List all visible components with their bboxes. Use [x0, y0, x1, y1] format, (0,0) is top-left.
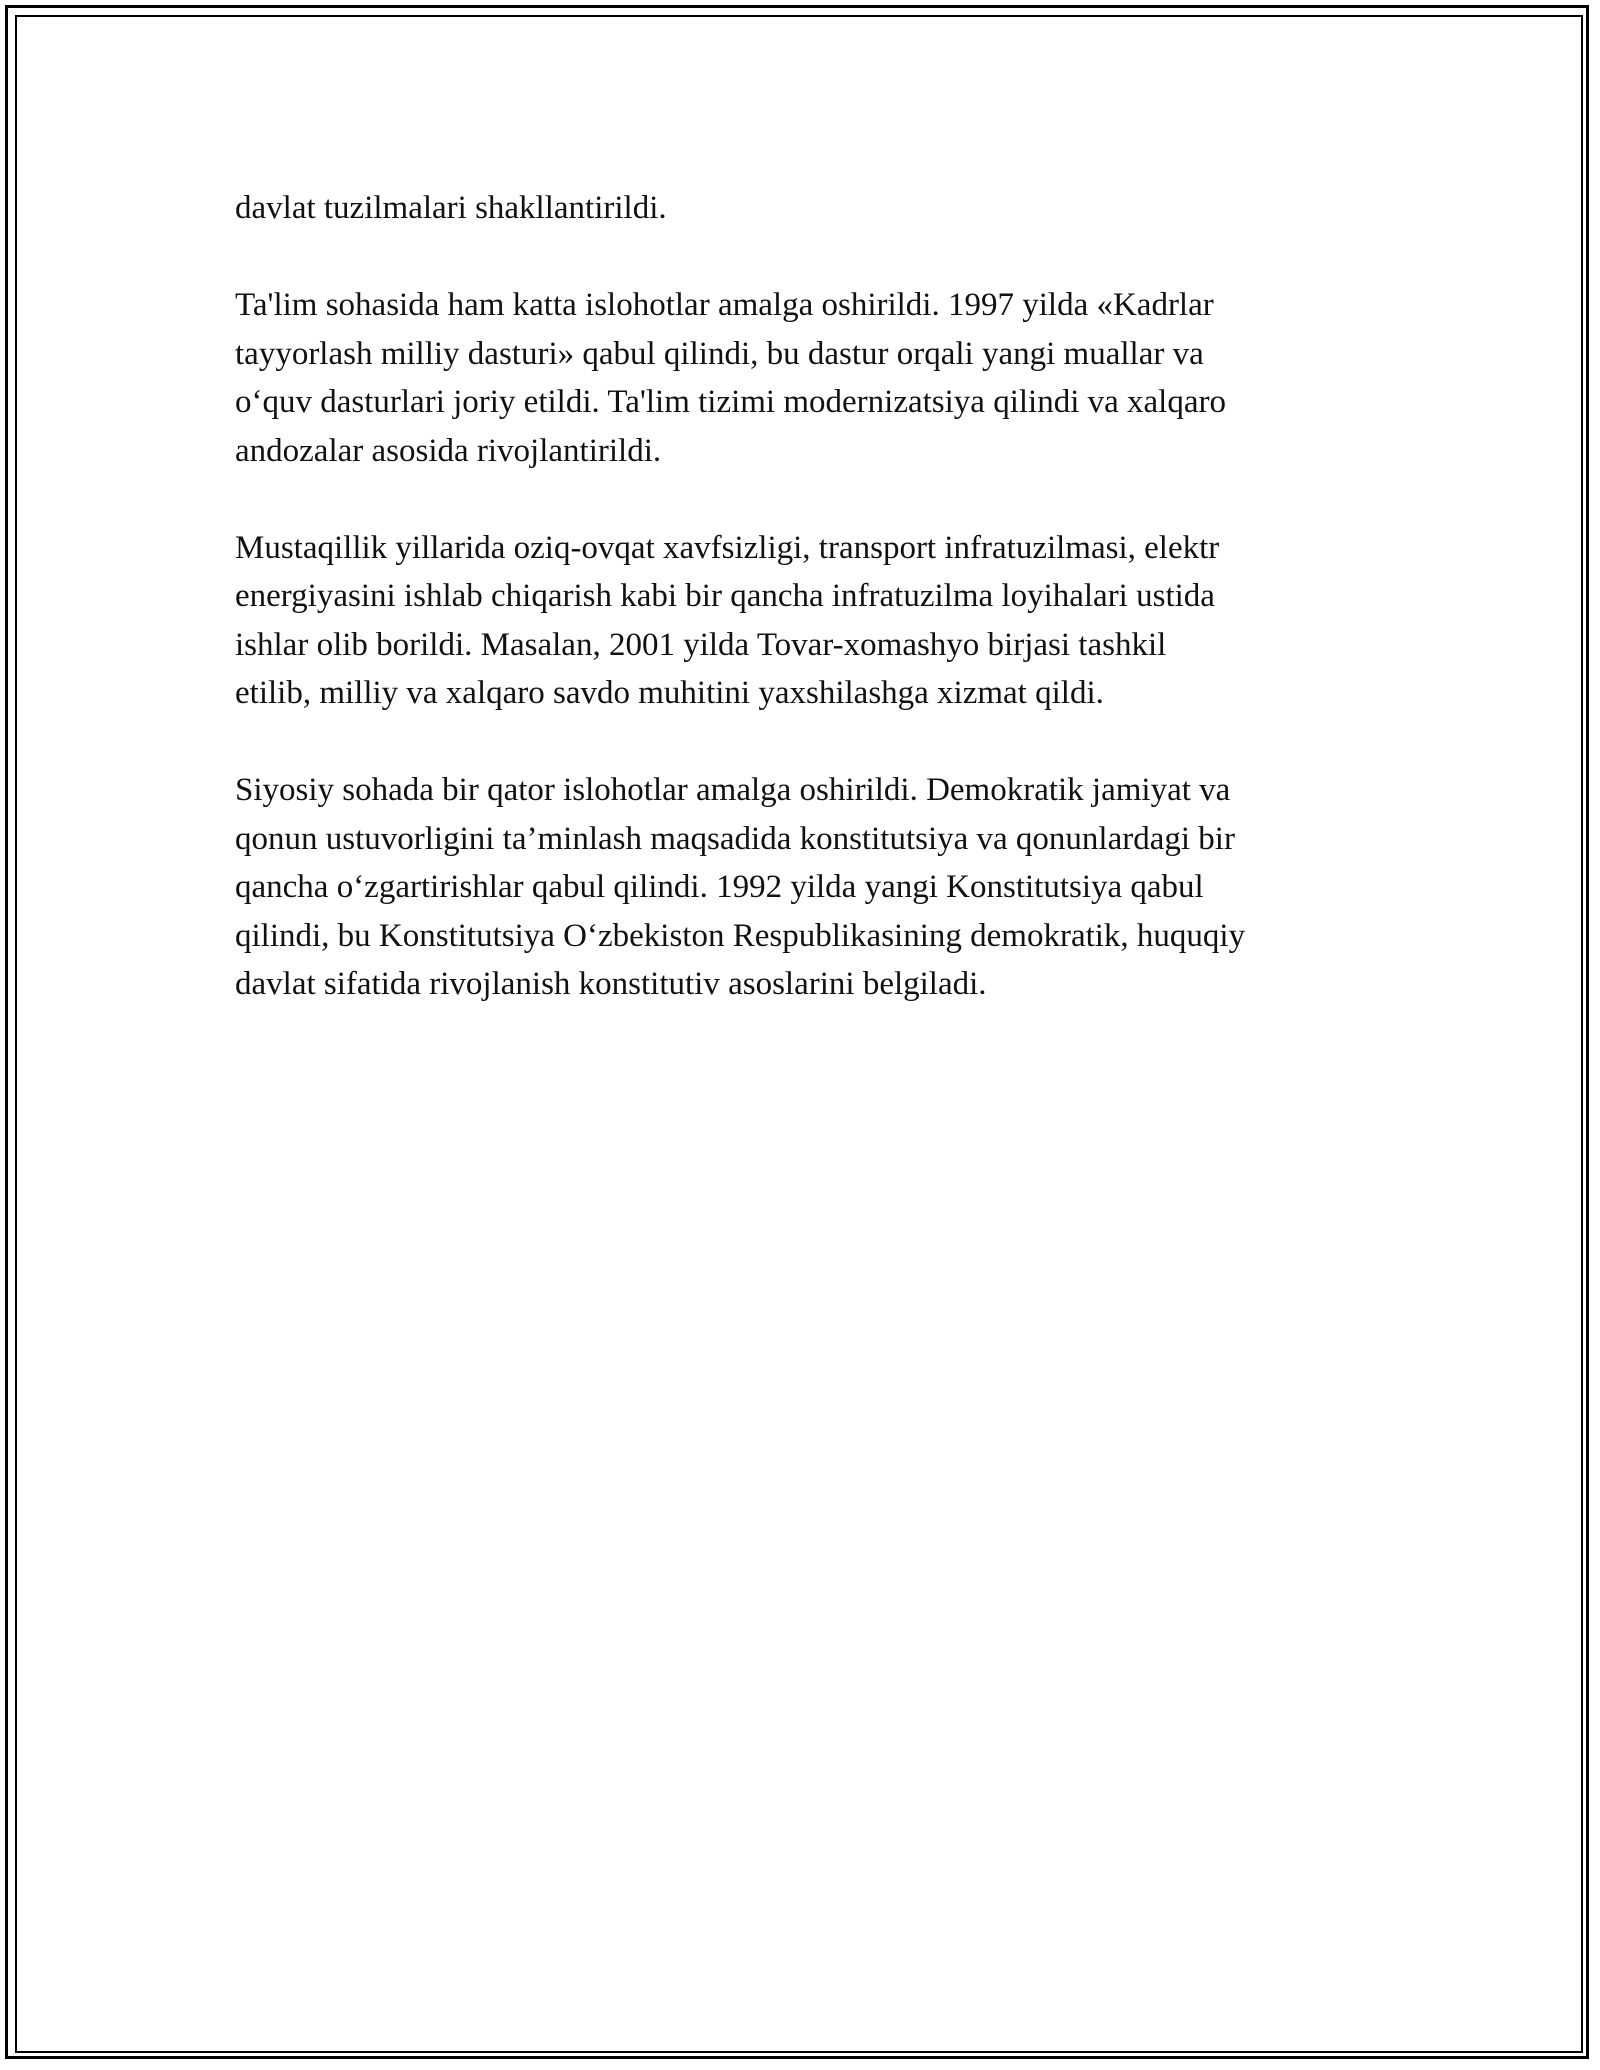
paragraph-political-reforms: Siyosiy sohada bir qator islohotlar amalga oshirildi. Demokratik jamiyat va qonun ustuvorligini ta’minlash maqsadida konstitutsiya va qonunlardagi bir qancha o‘zgartirishlar qabul qilindi. 1992 yilda yangi Konstitutsiya qabul qilindi, bu Konstitutsiya O‘zbekiston Respublikasining demokratik, huquqiy davlat sifatida rivojlanish konstitutiv asoslarini belgiladi. [235, 772, 1246, 1002]
paragraph-state-structures: davlat tuzilmalari shakllantirildi. [235, 190, 667, 226]
document-body [235, 184, 1385, 1057]
paragraph-infrastructure-projects: Mustaqillik yillarida oziq-ovqat xavfsizligi, transport infratuzilmasi, elektr energiyasini ishlab chiqarish kabi bir qancha infratuzilma loyihalari ustida ishlar olib borildi. Masalan, 2001 yilda Tovar-xomashyo birjasi tashkil etilib, milliy va xalqaro savdo muhitini yaxshilashga xizmat qildi. [235, 529, 1220, 711]
paragraph-education-reforms: Ta'lim sohasida ham katta islohotlar amalga oshirildi. 1997 yilda «Kadrlar tayyorlash milliy dasturi» qabul qilindi, bu dastur orqali yangi muallar va o‘quv dasturlari joriy etildi. Ta'lim tizimi modernizatsiya qilindi va xalqaro andozalar asosida rivojlantirildi. [235, 287, 1226, 469]
